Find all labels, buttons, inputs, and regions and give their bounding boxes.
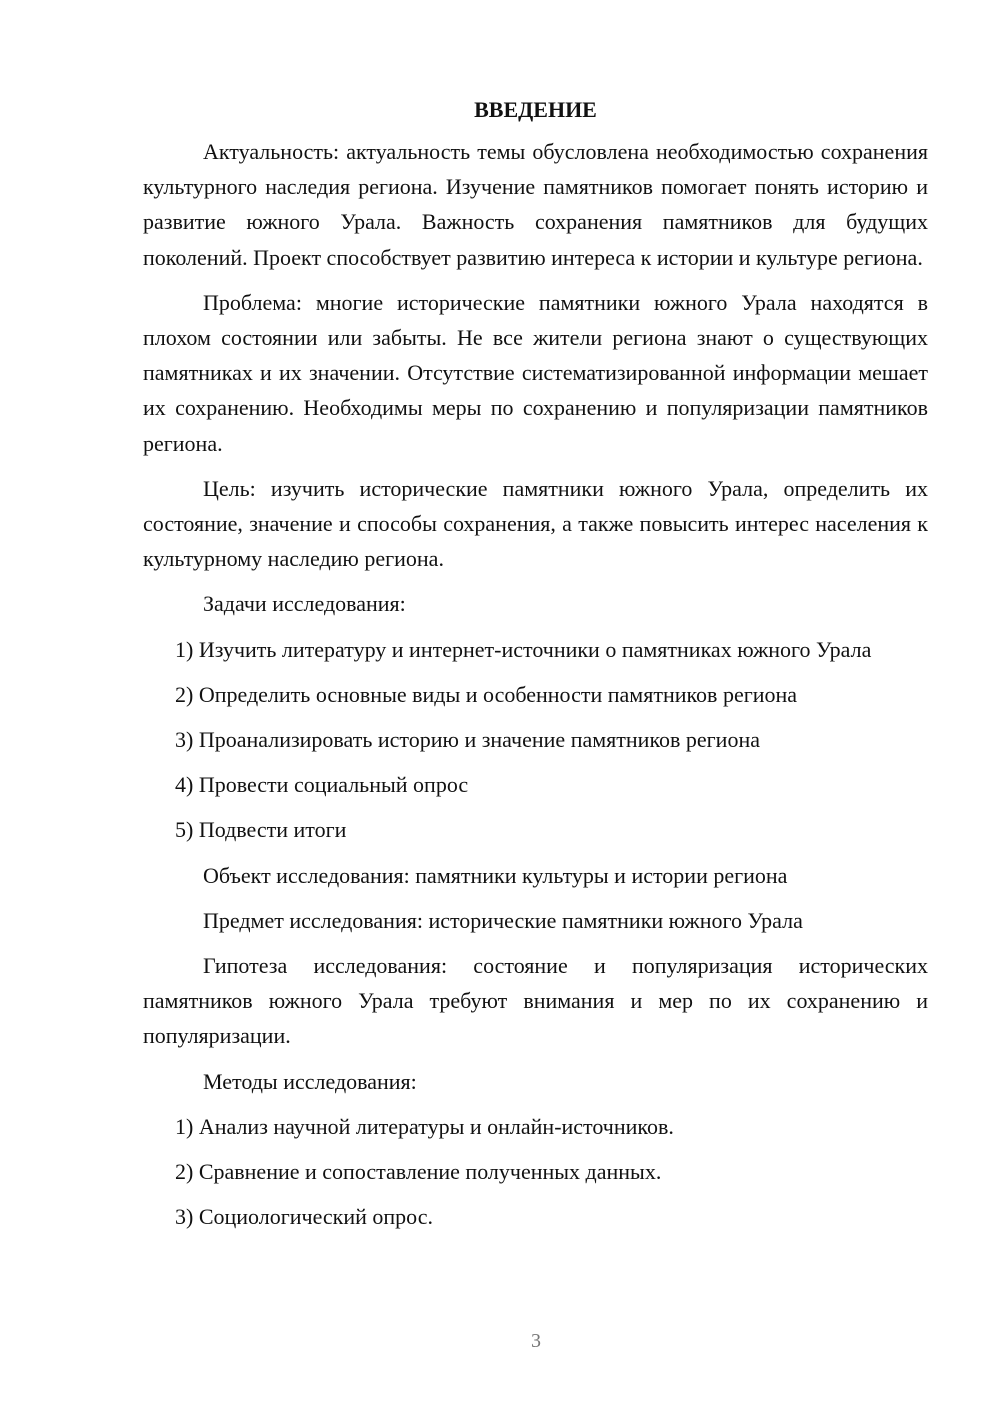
methods-heading: Методы исследования:: [203, 1068, 417, 1094]
list-item: 1) Анализ научной литературы и онлайн-источников.: [175, 1113, 674, 1139]
research-subject: Предмет исследования: исторические памятники южного Урала: [203, 907, 803, 933]
methods-list: [143, 1109, 928, 1235]
research-object: Объект исследования: памятники культуры и истории региона: [203, 862, 788, 888]
list-item: 4) Провести социальный опрос: [175, 772, 469, 798]
list-item: 2) Определить основные виды и особенности памятников региона: [175, 681, 798, 707]
list-item: 3) Социологический опрос.: [175, 1204, 433, 1230]
list-item: 1) Изучить литературу и интернет-источники о памятниках южного Урала: [175, 636, 872, 662]
research-hypothesis: Гипотеза исследования: состояние и популяризация исторических памятников южного Урала требуют внимания и мер по их сохранению и популяризации.: [143, 953, 928, 1049]
paragraph-problem: Проблема: многие исторические памятники южного Урала находятся в плохом состоянии или забыты. Не все жители региона знают о существующих памятниках и их значении. Отсутствие систематизированной информации мешает их сохранению. Необходимы меры по сохранению и популяризации памятников региона.: [143, 289, 928, 456]
section-title: ВВЕДЕНИЕ: [474, 97, 597, 122]
paragraph-relevance: Актуальность: актуальность темы обусловлена необходимостью сохранения культурного наследия региона. Изучение памятников помогает понять историю и развитие южного Урала. Важность сохранения памятников для будущих поколений. Проект способствует развитию интереса к истории и культуре региона.: [143, 139, 928, 270]
document-page: [143, 92, 928, 1244]
list-item: 3) Проанализировать историю и значение памятников региона: [175, 727, 760, 753]
tasks-list: [143, 632, 928, 848]
page-number: 3: [531, 1330, 541, 1352]
list-item: 5) Подвести итоги: [175, 817, 347, 843]
paragraph-goal: Цель: изучить исторические памятники южного Урала, определить их состояние, значение и способы сохранения, а также повысить интерес населения к культурному наследию региона.: [143, 475, 928, 572]
list-item: 2) Сравнение и сопоставление полученных данных.: [175, 1159, 662, 1185]
tasks-heading: Задачи исследования:: [203, 591, 406, 617]
